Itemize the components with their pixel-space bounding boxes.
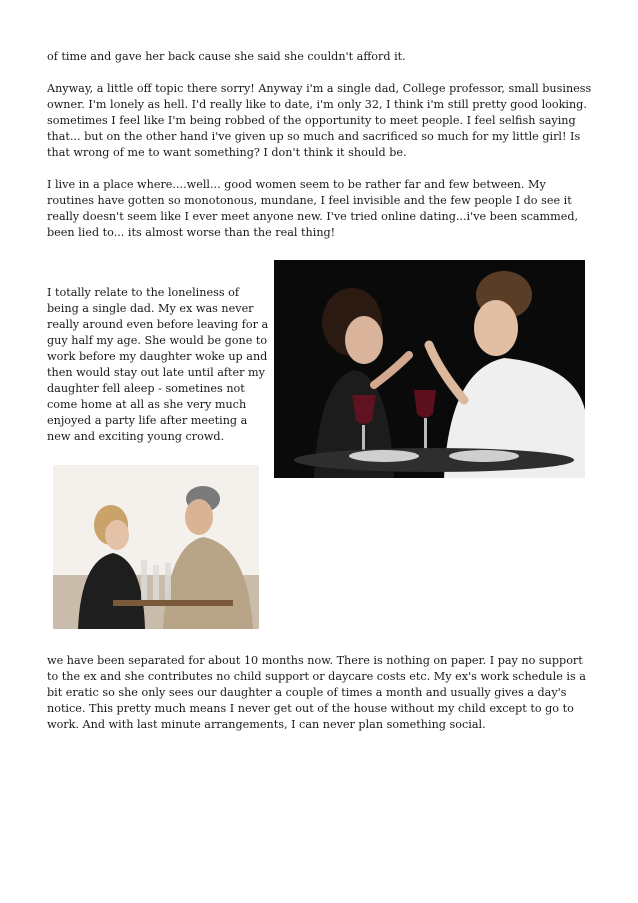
couple-dinner-photo	[274, 260, 585, 478]
paragraph-intro-fragment: of time and gave her back cause she said she couldn't afford it.	[47, 50, 406, 63]
couple-restaurant-photo	[53, 465, 259, 629]
paragraph-separation: we have been separated for about 10 months now. There is nothing on paper. I pay no support to the ex and she contributes no child support or daycare costs etc. My ex's work schedule is a bit eratic so she only sees our daughter a couple of times a month and usually gives a day's notice. This pretty much means I never get out of the house without my child except to go to work. And with last minute arrangements, I can never plan something social.	[47, 654, 586, 731]
paragraph-dating-frustration: I live in a place where....well... good women seem to be rather far and few between. My routines have gotten so monotonous, mundane, I feel invisible and the few people I do see it really doesn't seem like I ever meet anyone new. I've tried online dating...i've been scammed, been lied to... its almost worse than the real thing!	[47, 178, 579, 239]
paragraph-single-dad: Anyway, a little off topic there sorry! Anyway i'm a single dad, College professor, small business owner. I'm lonely as hell. I'd really like to date, i'm only 32, I think i'm still pretty good looking. sometimes I feel like I'm being robbed of the opportunity to meet people. I feel selfish saying that... but on the other hand i've given up so much and sacrificed so much for my little girl! Is that wrong of me to want something? I don't think it should be.	[47, 82, 592, 159]
paragraph-relate-reply: I totally relate to the loneliness of being a single dad. My ex was never really around even before leaving for a guy half my age. She would be gone to work before my daughter woke up and then would stay out late until after my daughter fell aleep - sometines not come home at all as she very much enjoyed a party life after meeting a new and exciting young crowd.	[47, 286, 269, 443]
